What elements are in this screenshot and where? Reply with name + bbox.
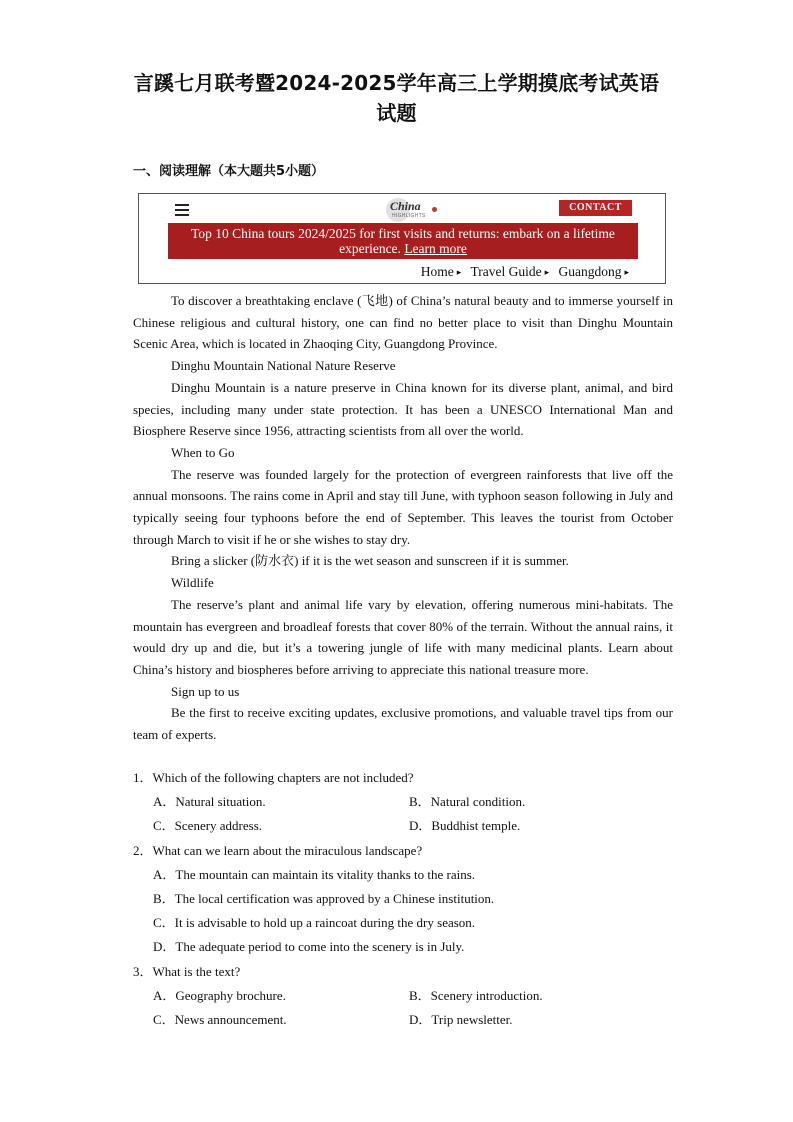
option-c: C．Scenery address. <box>153 818 263 833</box>
question-stem: 2．What can we learn about the miraculous landscape? <box>133 843 423 858</box>
question-3 <box>133 960 673 1032</box>
website-banner-image <box>138 193 666 284</box>
subheading: When to Go <box>171 444 235 460</box>
question-stem: 1．Which of the following chapters are not included? <box>133 770 414 785</box>
paragraph: Dinghu Mountain is a nature preserve in China known for its diverse plant, animal, and bird species, including many under state protection. It has been a UNESCO International Man and Biosphere Reserve since 1956, attracting scientists from all over the world. <box>133 379 673 439</box>
subheading: Sign up to us <box>171 683 240 699</box>
chevron-right-icon: ▸ <box>544 267 550 277</box>
learn-more-link: Learn more <box>404 241 467 256</box>
title-line-1: 言蹊七月联考暨2024-2025学年高三上学期摸底考试英语 <box>133 71 660 95</box>
paragraph: Bring a slicker (防水衣) if it is the wet season and sunscreen if it is summer. <box>171 553 569 569</box>
option-a: A．The mountain can maintain its vitality thanks to the rains. <box>153 867 476 882</box>
reading-passage <box>133 290 673 746</box>
paragraph: To discover a breathtaking enclave (飞地) of China’s natural beauty and to immerse yourself in Chinese religious and cultural history, one can find no better place to visit than Dinghu Mountain Scenic Area, which is located in Zhaoqing City, Guangdong Province. <box>133 293 673 352</box>
option-c: C．News announcement. <box>153 1012 287 1027</box>
option-d: D．Buddhist temple. <box>409 818 521 833</box>
breadcrumb-home: Home <box>420 264 454 279</box>
promo-text: Top 10 China tours 2024/2025 for first visits and returns: embark on a lifetime experience. <box>191 226 615 256</box>
section-heading: 一、阅读理解（本大题共5小题） <box>133 164 325 179</box>
china-highlights-logo: China HIGHLIGHTS <box>382 196 444 224</box>
paragraph: Be the first to receive exciting updates, exclusive promotions, and valuable travel tips from our team of experts. <box>133 705 673 743</box>
option-d: D．Trip newsletter. <box>409 1012 513 1027</box>
document-title <box>110 68 683 128</box>
question-stem: 3．What is the text? <box>133 964 241 979</box>
breadcrumb-guangdong: Guangdong <box>558 264 622 279</box>
title-line-2: 试题 <box>376 101 417 125</box>
paragraph: The reserve’s plant and animal life vary by elevation, offering numerous mini-habitats. The mountain has evergreen and broadleaf forests that cover 80% of the terrain. Without the annual rains, it would dry up and die, but it’s a towering jungle of life with many medicinal plants. Learn about China’s history and biospheres before arriving to appreciate this national treasure more. <box>133 596 673 677</box>
chevron-right-icon: ▸ <box>624 267 629 277</box>
promo-headline <box>168 223 638 259</box>
chevron-right-icon: ▸ <box>456 267 462 277</box>
option-a: A．Natural situation. <box>153 794 266 809</box>
subheading: Wildlife <box>171 575 214 591</box>
option-b: B．The local certification was approved by a Chinese institution. <box>153 891 495 906</box>
option-b: B．Natural condition. <box>409 794 526 809</box>
paragraph: The reserve was founded largely for the protection of evergreen rainforests that live off the annual monsoons. The rains come in April and stay till June, with typhoon season following in July and typically seeing four typhoons before the end of September. This leaves the tourist from October through March to visit if he or she wishes to stay dry. <box>133 466 673 547</box>
option-b: B．Scenery introduction. <box>409 988 543 1003</box>
breadcrumb-travel-guide: Travel Guide <box>470 264 542 279</box>
subheading: Dinghu Mountain National Nature Reserve <box>171 358 396 374</box>
question-1 <box>133 766 673 838</box>
option-a: A．Geography brochure. <box>153 988 286 1003</box>
hamburger-menu-icon <box>175 204 189 216</box>
option-c: C．It is advisable to hold up a raincoat during the dry season. <box>153 915 476 930</box>
breadcrumb <box>421 264 635 280</box>
contact-button: CONTACT <box>559 200 632 216</box>
question-2 <box>133 839 673 959</box>
option-d: D．The adequate period to come into the scenery is in July. <box>153 939 465 954</box>
